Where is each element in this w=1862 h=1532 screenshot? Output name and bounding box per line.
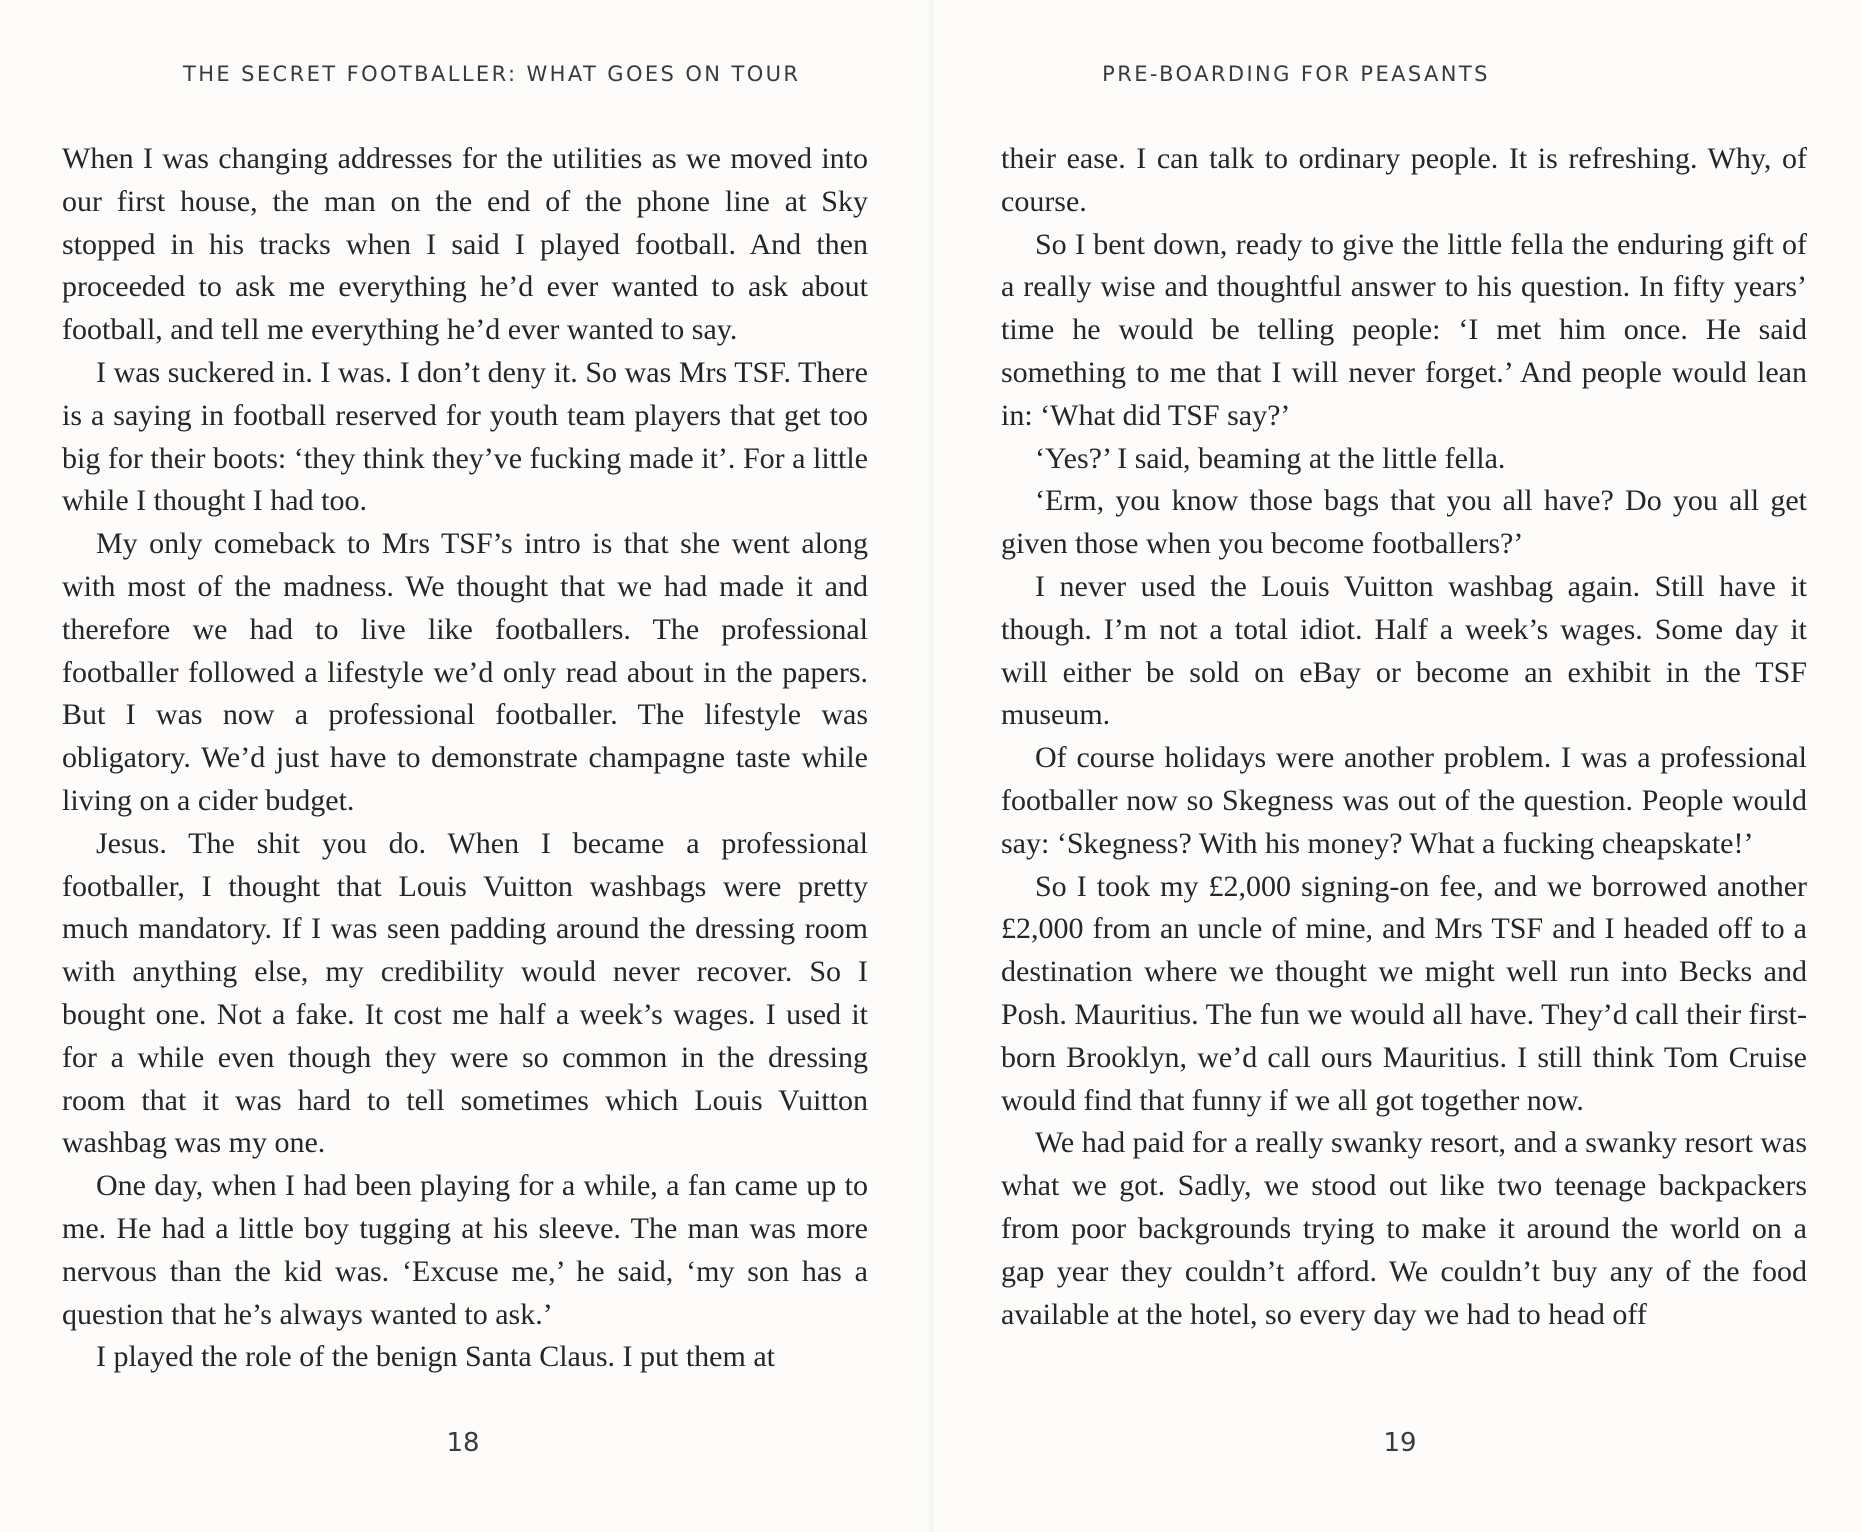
paragraph: I played the role of the benign Santa Claus. I put them at (96, 1340, 775, 1374)
paragraph: Jesus. The shit you do. When I became a professional footballer, I thought that Louis Vuitton washbags were pretty much mandatory. If I was seen padding around the dressing room with anything else, my credibility would never recover. So I bought one. Not a fake. It cost me half a week’s wages. I used it for a while even though they were so common in the dressing room that it was hard to tell sometimes which Louis Vuitton washbag was my one. (62, 826, 868, 1160)
paragraph: So I took my £2,000 signing-on fee, and we borrowed another £2,000 from an uncle of mine, and Mrs TSF and I headed off to a destination where we thought we might well run into Becks and Posh. Mauritius. The fun we would all have. They’d call their first-born Brooklyn, we’d call ours Mauritius. I still think Tom Cruise would find that funny if we all got together now. (1001, 869, 1807, 1117)
running-head-right: PRE-BOARDING FOR PEASANTS (1102, 62, 1490, 86)
paragraph: ‘Erm, you know those bags that you all have? Do you all get given those when you become footballers?’ (1001, 484, 1807, 561)
paragraph: When I was changing addresses for the utilities as we moved into our first house, the man on the end of the phone line at Sky stopped in his tracks when I said I played football. And then proceeded to ask me everything he’d ever wanted to ask about football, and tell me everything he’d ever wanted to say. (62, 142, 868, 347)
paragraph: So I bent down, ready to give the little fella the enduring gift of a really wise and thoughtful answer to his question. In fifty years’ time he would be telling people: ‘I met him once. He said something to me that I will never forget.’ And people would lean in: ‘What did TSF say?’ (1001, 227, 1807, 432)
paragraph: Of course holidays were another problem. I was a professional footballer now so Skegness was out of the question. People would say: ‘Skegness? With his money? What a fucking cheapskate!’ (1001, 741, 1807, 860)
paragraph: One day, when I had been playing for a while, a fan came up to me. He had a little boy tugging at his sleeve. The man was more nervous than the kid was. ‘Excuse me,’ he said, ‘my son has a question that he’s always wanted to ask.’ (62, 1169, 868, 1331)
paragraph: We had paid for a really swanky resort, and a swanky resort was what we got. Sadly, we stood out like two teenage backpackers from poor backgrounds trying to make it around the world on a gap year they couldn’t afford. We couldn’t buy any of the food available at the hotel, so every day we had to head off (1001, 1126, 1807, 1331)
page-number-right: 19 (1383, 1428, 1417, 1458)
running-head-left: THE SECRET FOOTBALLER: WHAT GOES ON TOUR (183, 62, 801, 86)
page-number-left: 18 (446, 1428, 480, 1458)
paragraph: ‘Yes?’ I said, beaming at the little fella. (1035, 441, 1506, 475)
paragraph: I never used the Louis Vuitton washbag again. Still have it though. I’m not a total idiot. Half a week’s wages. Some day it will either be sold on eBay or become an exhibit in the TSF museum. (1001, 569, 1807, 732)
paragraph: My only comeback to Mrs TSF’s intro is that she went along with most of the madness. We thought that we had made it and therefore we had to live like footballers. The professional footballer followed a lifestyle we’d only read about in the papers. But I was now a professional footballer. The lifestyle was obligatory. We’d just have to demonstrate champagne taste while living on a cider budget. (62, 527, 868, 817)
right-page (931, 0, 1862, 1532)
body-text-left (62, 138, 868, 1379)
paragraph: I was suckered in. I was. I don’t deny it. So was Mrs TSF. There is a saying in football reserved for youth team players that get too big for their boots: ‘they think they’ve fucking made it’. For a little while I thought I had too. (62, 355, 868, 518)
paragraph: their ease. I can talk to ordinary people. It is refreshing. Why, of course. (1001, 142, 1807, 218)
body-text-right (1001, 138, 1807, 1336)
